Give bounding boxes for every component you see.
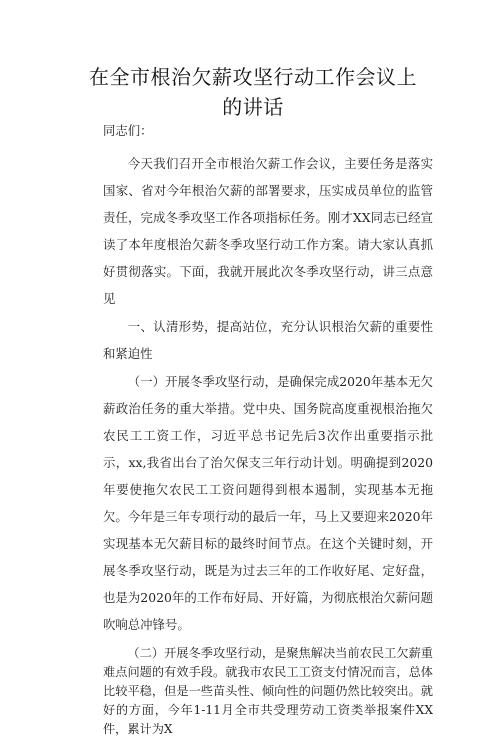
paragraph-point-2: （二）开展冬季攻坚行动，是聚焦解决当前农民工欠薪重难点问题的有效手段。就我市农民工工资支付情况而言，总体比较平稳，但是一些苗头性、倾向性的问题仍然比较突出。就好的方面，今年1-11月全市共受理劳动工资类举报案件XX件，累计为X	[103, 646, 433, 736]
document-body	[103, 120, 433, 739]
section-heading-1: 一、认清形势，提高站位，充分认识根治欠薪的重要性和紧迫性	[103, 319, 433, 361]
paragraph-point-1: （一）开展冬季攻坚行动，是确保完成2020年基本无欠薪政治任务的重大举措。党中央、国务院高度重视根治拖欠农民工工资工作，习近平总书记先后3次作出重要指示批示，xx,我省出台了治欠保支三年行动计划。明确提到2020年要使拖欠农民工工资问题得到根本遏制，实现基本无拖欠。今年是三年专项行动的最后一年，马上又要迎来2020年实现基本无欠薪目标的最终时间节点。在这个关键时刻，开展冬季攻坚行动，既是为过去三年的工作收好尾、定好盘，也是为2020年的工作布好局、开好篇，为彻底根治欠薪问题吹响总冲锋号。	[103, 374, 433, 632]
paragraph-opening: 今天我们召开全市根治欠薪工作会议，主要任务是落实国家、省对今年根治欠薪的部署要求，压实成员单位的监管责任，完成冬季攻坚工作各项指标任务。刚才XX同志已经宣读了本年度根治欠薪冬季攻坚行动工作方案。请大家认真抓好贯彻落实。下面，我就开展此次冬季攻坚行动，讲三点意见	[103, 156, 433, 306]
salutation: 同志们：	[103, 123, 153, 138]
document-title: 在全市根治欠薪攻坚行动工作会议上的讲话	[89, 65, 417, 119]
